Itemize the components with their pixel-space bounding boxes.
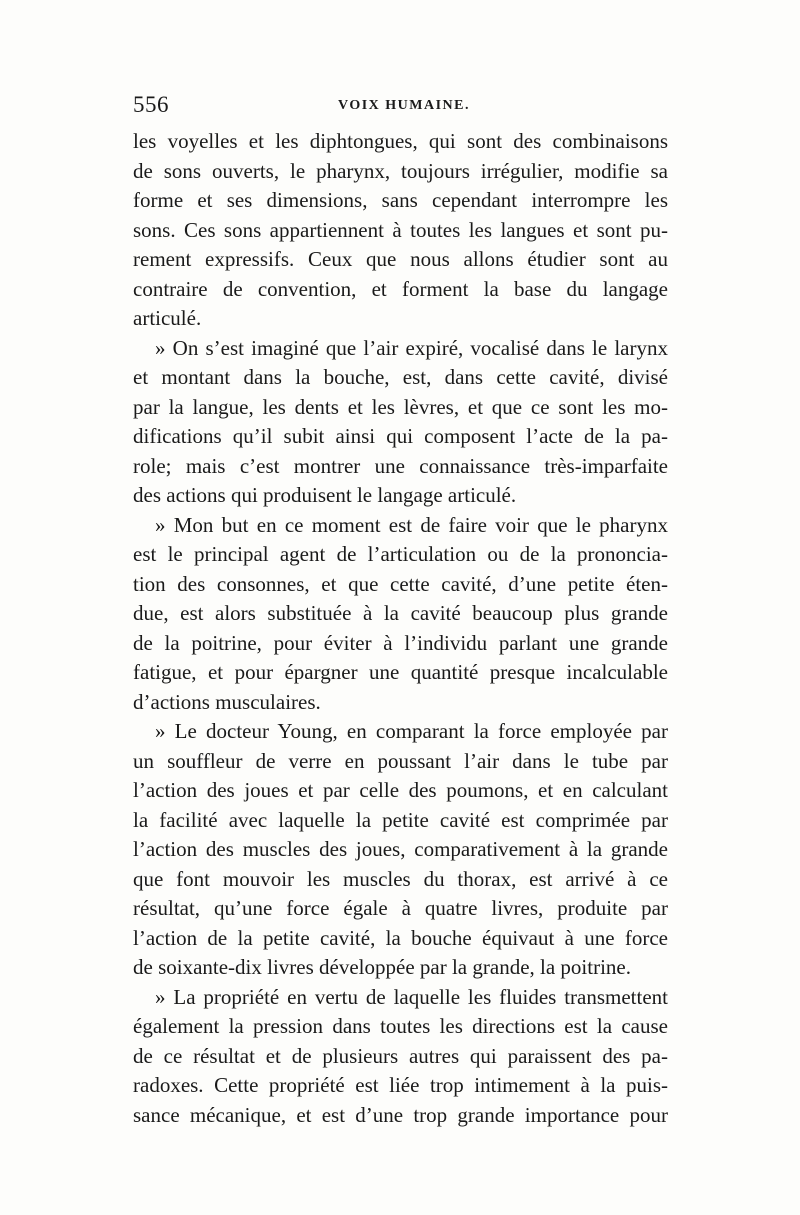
text-line: » On s’est imaginé que l’air expiré, vocalisé dans le larynx [155, 335, 668, 360]
body-text [133, 127, 668, 1130]
text-line: sons. Ces sons appartiennent à toutes les langues et sont pu- [133, 217, 668, 242]
text-line: de la poitrine, pour éviter à l’individu parlant une grande [133, 630, 668, 655]
text-line: la facilité avec laquelle la petite cavité est comprimée par [133, 807, 668, 832]
text-line: l’action des joues et par celle des poumons, et en calculant [133, 778, 668, 802]
text-line: de soixante-dix livres développée par la grande, la poitrine. [133, 955, 631, 979]
text-line: et montant dans la bouche, est, dans cette cavité, divisé [133, 365, 668, 389]
text-line: sance mécanique, et est d’une trop grande importance pour [133, 1102, 668, 1127]
text-line: due, est alors substituée à la cavité beaucoup plus grande [133, 601, 668, 625]
text-line: l’action des muscles des joues, comparativement à la grande [133, 837, 668, 861]
text-line: par la langue, les dents et les lèvres, et que ce sont les mo- [133, 394, 668, 419]
text-line: » La propriété en vertu de laquelle les fluides transmettent [155, 984, 668, 1009]
text-line: est le principal agent de l’articulation ou de la prononcia- [133, 542, 668, 566]
text-line: tion des consonnes, et que cette cavité, d’une petite éten- [133, 571, 668, 596]
text-line: les voyelles et les diphtongues, qui sont des combinaisons [133, 129, 668, 153]
text-line: de ce résultat et de plusieurs autres qui paraissent des pa- [133, 1043, 668, 1068]
text-line: également la pression dans toutes les directions est la cause [133, 1014, 668, 1038]
text-line: des actions qui produisent le langage articulé. [133, 483, 517, 507]
running-head [133, 92, 668, 122]
text-line: d’actions musculaires. [133, 689, 321, 714]
text-line: role; mais c’est montrer une connaissance très-imparfaite [133, 453, 668, 478]
text-line: contraire de convention, et forment la base du langage [133, 276, 668, 301]
text-line: articulé. [133, 306, 202, 330]
text-line: que font mouvoir les muscles du thorax, est arrivé à ce [133, 866, 668, 891]
text-line: radoxes. Cette propriété est liée trop intimement à la puis- [133, 1073, 668, 1097]
text-line: résultat, qu’une force égale à quatre livres, produite par [133, 896, 668, 920]
text-line: » Mon but en ce moment est de faire voir que le pharynx [155, 512, 668, 537]
text-line: l’action de la petite cavité, la bouche équivaut à une force [133, 925, 668, 950]
text-line: un souffleur de verre en poussant l’air dans le tube par [133, 748, 668, 773]
text-line: fatigue, et pour épargner une quantité presque incalculable [133, 660, 668, 684]
page-number: 556 [133, 92, 169, 117]
text-line: rement expressifs. Ceux que nous allons étudier sont au [133, 247, 668, 271]
running-title: VOIX HUMAINE. [338, 98, 470, 113]
text-line: de sons ouverts, le pharynx, toujours irrégulier, modifie sa [133, 158, 668, 183]
text-line: difications qu’il subit ainsi qui composent l’acte de la pa- [133, 424, 668, 448]
text-line: forme et ses dimensions, sans cependant interrompre les [133, 188, 668, 212]
text-line: » Le docteur Young, en comparant la force employée par [155, 719, 668, 743]
